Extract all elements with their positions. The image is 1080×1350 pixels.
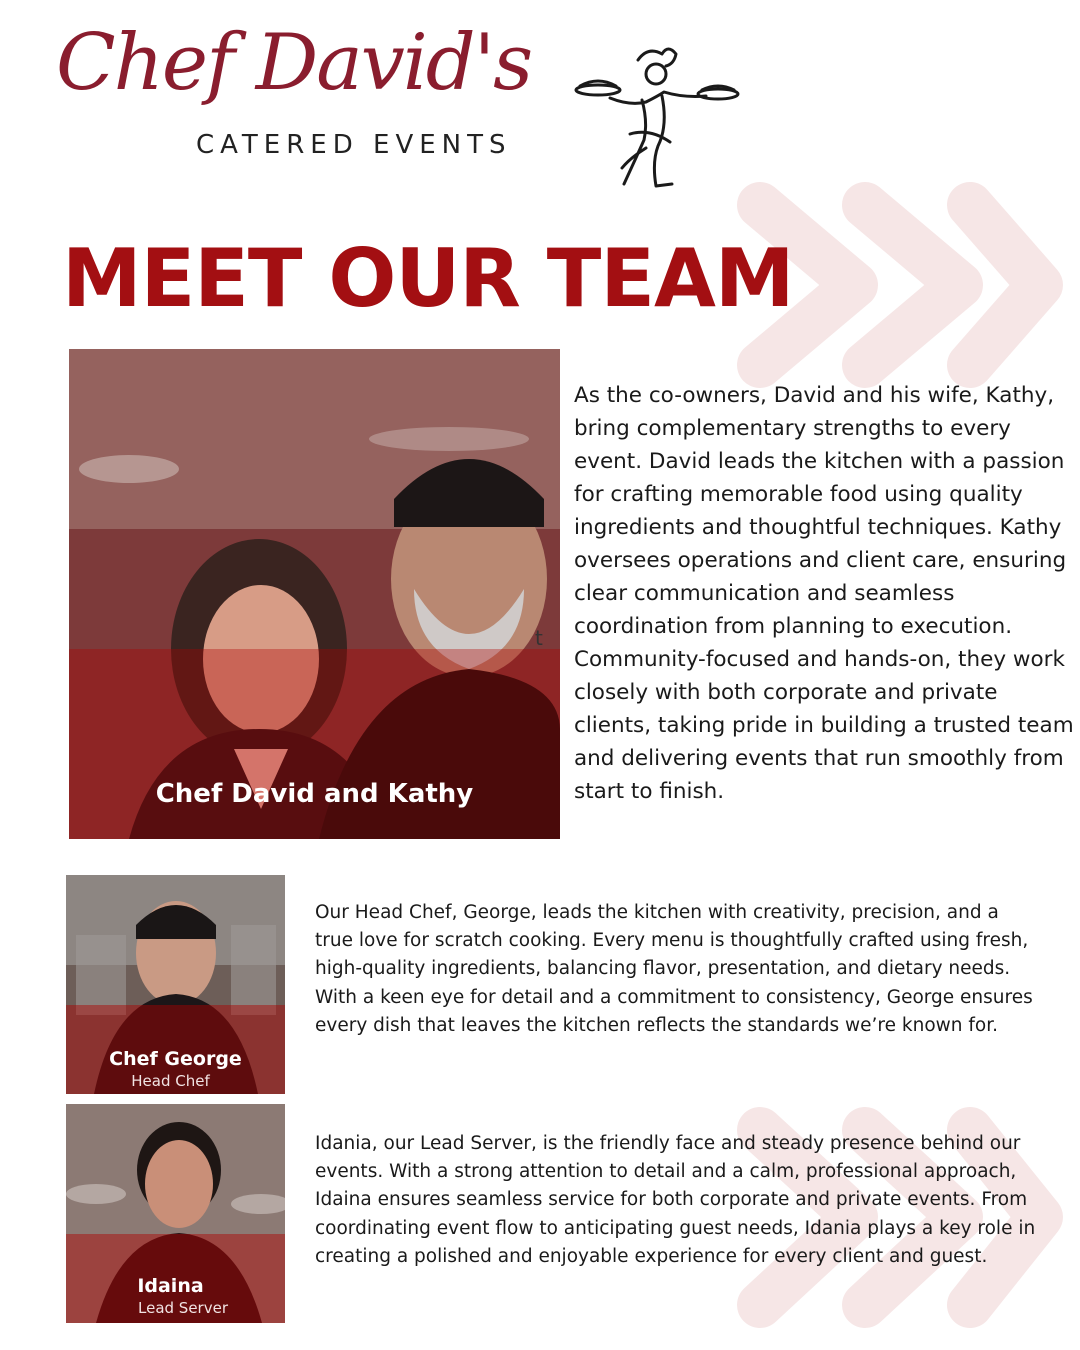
idaina-role: Lead Server — [138, 1299, 228, 1317]
idaina-name: Idaina — [137, 1275, 204, 1297]
george-bio: Our Head Chef, George, leads the kitchen with creativity, precision, and a true love for scratch cooking. Every menu is thoughtfully crafted using fresh, high-quality ingredients, balancing flavor, presentation, and dietary needs. With a keen eye for detail and a commitment to consistency, George ensures every dish that leaves the kitchen reflects the standards we’re known for. — [315, 902, 1033, 1036]
owners-caption: Chef David and Kathy — [155, 779, 474, 809]
idaina-bio: Idania, our Lead Server, is the friendly face and steady presence behind our events. With a strong attention to detail and a calm, professional approach, Idaina ensures seamless service for both corporate and private events. From coordinating event flow to anticipating guest needs, Idania plays a key role in creating a polished and enjoyable experience for every client and guest. — [315, 1133, 1036, 1267]
george-photo — [66, 875, 285, 1094]
owners-photo — [69, 349, 560, 839]
stray-character: t — [535, 626, 543, 650]
logo-tagline: CATERED EVENTS — [196, 130, 512, 160]
owners-photo-image — [69, 349, 560, 839]
george-role: Head Chef — [131, 1072, 210, 1090]
page-title: MEET OUR TEAM — [62, 232, 794, 325]
george-name: Chef George — [109, 1048, 242, 1070]
logo-script-name: Chef David's — [56, 18, 532, 108]
idaina-photo — [66, 1104, 285, 1323]
chef-carrying-trays-icon — [570, 38, 740, 188]
owners-bio: As the co-owners, David and his wife, Kathy, bring complementary strengths to every event. David leads the kitchen with a passion for crafting memorable food using quality ingredients and thoughtful techniques. Kathy oversees operations and client care, ensuring clear communication and seamless coordination from planning to execution. Community-focused and hands-on, they work closely with both corporate and private clients, taking pride in building a trusted team and delivering events that run smoothly from start to finish. — [574, 383, 1074, 804]
brand-logo — [50, 18, 740, 188]
